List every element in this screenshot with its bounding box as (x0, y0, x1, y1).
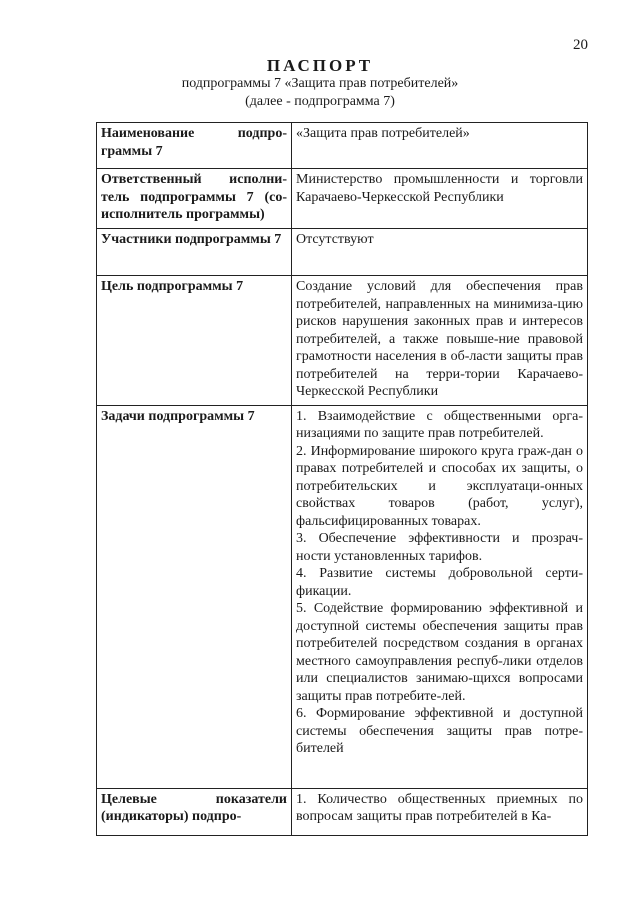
task-item: 5. Содействие формированию эффективной и доступной системы обеспечения защиты прав потребителей посредством создания в органах местного самоуправления респуб-лики отделов или специалистов занимаю-щихся вопросами защиты прав потребите-лей. (296, 601, 583, 704)
task-item: 4. Развитие системы добровольной серти-фикации. (296, 566, 583, 599)
row-label-indicators: Целевые показатели (индикаторы) подпро- (97, 788, 292, 835)
row-value-indicators: 1. Количество общественных приемных по вопросам защиты прав потребителей в Ка- (292, 788, 588, 835)
row-value-participants: Отсутствуют (292, 229, 588, 276)
table-row (97, 229, 588, 276)
task-item: 6. Формирование эффективной и доступной системы обеспечения защиты прав потре-бителей (296, 706, 583, 756)
table-row (97, 276, 588, 406)
row-value-name: «Защита прав потребителей» (292, 123, 588, 169)
task-item: 3. Обеспечение эффективности и прозрач-ности установленных тарифов. (296, 531, 583, 564)
table-row (97, 123, 588, 169)
row-value-executor: Министерство промышленности и торговли Карачаево-Черкесской Республики (292, 169, 588, 229)
passport-table (96, 122, 588, 836)
task-item: 2. Информирование широкого круга граж-дан о правах потребителей и способах их защиты, о потребительских и эксплуатаци-онных свойствах товаров (работ, услуг), фальсифицированных товарах. (296, 443, 583, 529)
row-label-tasks: Задачи подпрограммы 7 (97, 405, 292, 788)
row-value-goal: Создание условий для обеспечения прав потребителей, направленных на минимиза-цию рисков нарушения законных прав и интересов потребителей, а также повыше-ние правовой грамотности населения в об-ласти защиты прав потребителей на терри-тории Карачаево-Черкесской Республики (292, 276, 588, 406)
table-row (97, 788, 588, 835)
document-subtitle-line2: (далее - подпрограмма 7) (245, 94, 395, 109)
row-label-name: Наименование подпро-граммы 7 (97, 123, 292, 169)
row-label-goal: Цель подпрограммы 7 (97, 276, 292, 406)
document-subtitle-line1: подпрограммы 7 «Защита прав потребителей» (181, 76, 459, 91)
document-title: ПАСПОРТ (266, 56, 374, 75)
row-label-executor: Ответственный исполни-тель подпрограммы 7 (со-исполнитель программы) (97, 169, 292, 229)
row-value-tasks (292, 405, 588, 788)
task-item: 1. Взаимодействие с общественными орга-низациями по защите прав потребителей. (296, 408, 583, 441)
table-row (97, 405, 588, 788)
row-label-participants: Участники подпрограммы 7 (97, 229, 292, 276)
page-number: 20 (573, 37, 588, 53)
table-row (97, 169, 588, 229)
